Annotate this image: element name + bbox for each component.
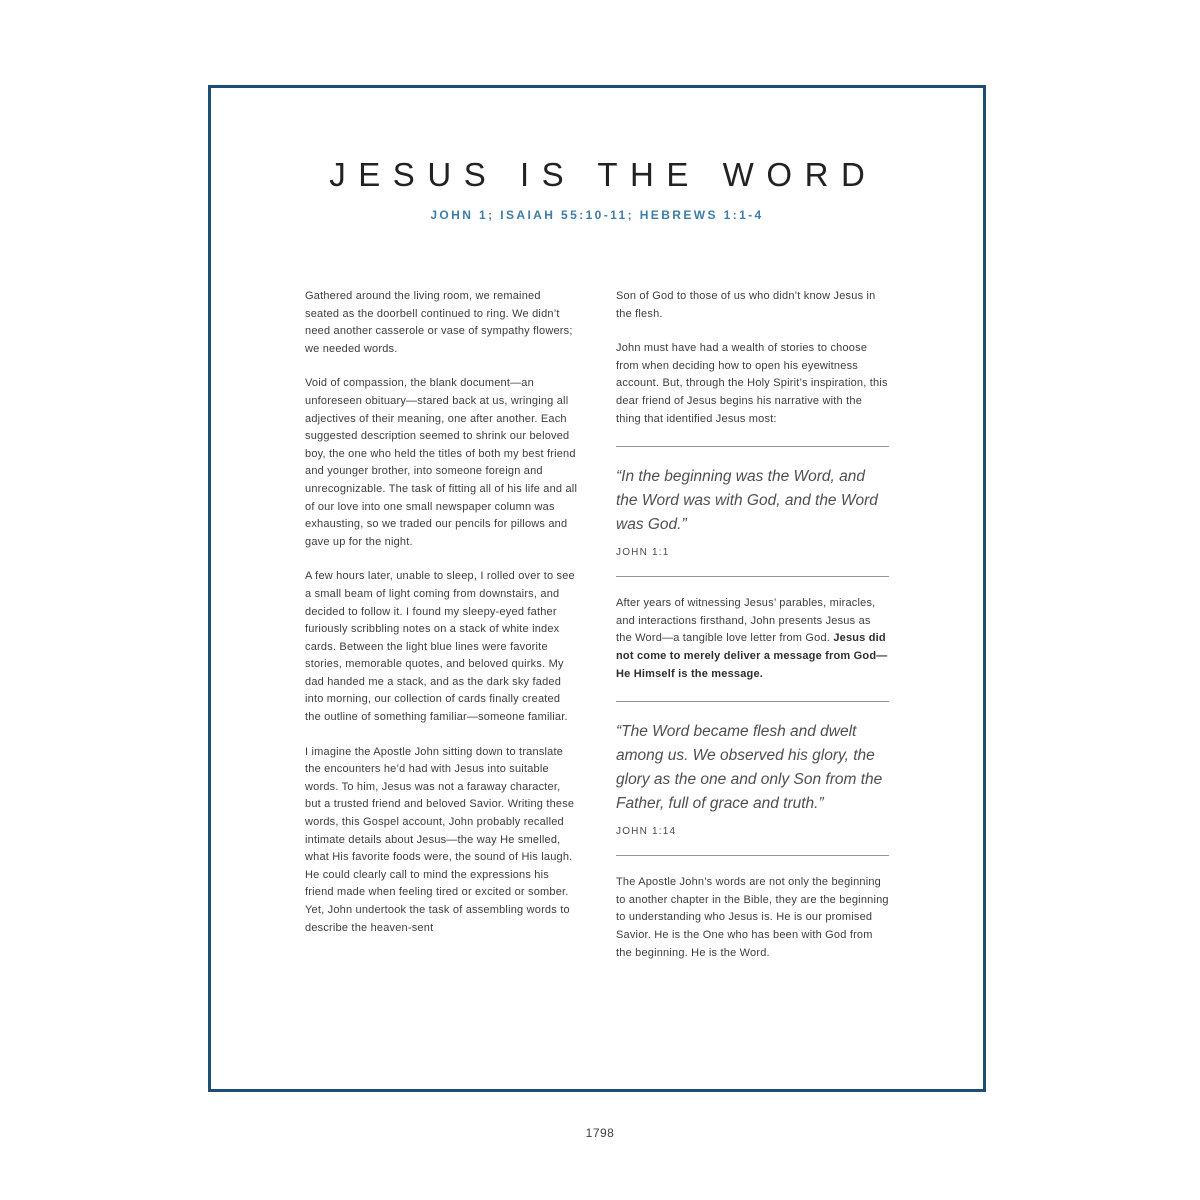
reflection-emphasis: Jesus did not come to merely deliver a message from God—He Himself is the message. xyxy=(616,632,888,680)
body-columns xyxy=(305,288,889,962)
paragraph: I imagine the Apostle John sitting down to translate the encounters he’d had with Jesus into suitable words. To him, Jesus was not a faraway character, but a trusted friend and beloved Savior. Writing these words, this Gospel account, John probably recalled intimate details about Jesus—the way He smelled, what His favorite foods were, the sound of His laugh. He could clearly call to mind the expressions his friend made when feeling tired or excited or somber. Yet, John undertook the task of assembling words to describe the heaven-sent xyxy=(305,745,575,934)
reflection-paragraph xyxy=(616,595,889,683)
scripture-citation: JOHN 1:1 xyxy=(616,547,670,559)
divider xyxy=(616,446,889,447)
right-column xyxy=(616,288,889,962)
divider xyxy=(616,855,889,856)
paragraph: A few hours later, unable to sleep, I rolled over to see a small beam of light coming from downstairs, and decided to follow it. I found my sleepy-eyed father furiously scribbling notes on a stack of white index cards. Between the light blue lines were favorite stories, memorable quotes, and beloved quirks. My dad handed me a stack, and as the dark sky faded into morning, our collection of cards finally created the outline of something familiar—someone familiar. xyxy=(305,570,575,724)
divider xyxy=(616,701,889,702)
page-subtitle: JOHN 1; ISAIAH 55:10-11; HEBREWS 1:1-4 xyxy=(430,208,764,222)
page-border xyxy=(208,85,986,1092)
paragraph: Son of God to those of us who didn’t know Jesus in the flesh. xyxy=(616,290,876,320)
scripture-quote: “In the beginning was the Word, and the Word was with God, and the Word was God.” xyxy=(616,468,878,534)
reflection-text: After years of witnessing Jesus’ parables, miracles, and interactions firsthand, John presents Jesus as the Word—a tangible love letter from God. xyxy=(616,597,876,645)
scripture-citation: JOHN 1:14 xyxy=(616,826,677,838)
left-column xyxy=(305,288,578,962)
paragraph: John must have had a wealth of stories to choose from when deciding how to open his eyewitness account. But, through the Holy Spirit’s inspiration, this dear friend of Jesus begins his narrative with the thing that identified Jesus most: xyxy=(616,342,888,425)
page-title: JESUS IS THE WORD xyxy=(329,156,878,193)
paragraph: Void of compassion, the blank document—an unforeseen obituary—stared back at us, wringing all adjectives of their meaning, one after another. Each suggested description seemed to shrink our beloved boy, the one who held the titles of both my best friend and younger brother, into someone foreign and unrecognizable. The task of fitting all of his life and all of our love into one small newspaper column was exhausting, so we traded our pencils for pillows and gave up for the night. xyxy=(305,377,578,548)
scripture-quote: “The Word became flesh and dwelt among us. We observed his glory, the glory as the one and only Son from the Father, full of grace and truth.” xyxy=(616,723,883,813)
closing-paragraph: The Apostle John’s words are not only the beginning to another chapter in the Bible, they are the beginning to understanding who Jesus is. He is our promised Savior. He is the One who has been with God from the beginning. He is the Word. xyxy=(616,876,889,959)
divider xyxy=(616,576,889,577)
paragraph: Gathered around the living room, we remained seated as the doorbell continued to ring. We didn’t need another casserole or vase of sympathy flowers; we needed words. xyxy=(305,290,573,355)
page-number: 1798 xyxy=(585,1126,615,1140)
